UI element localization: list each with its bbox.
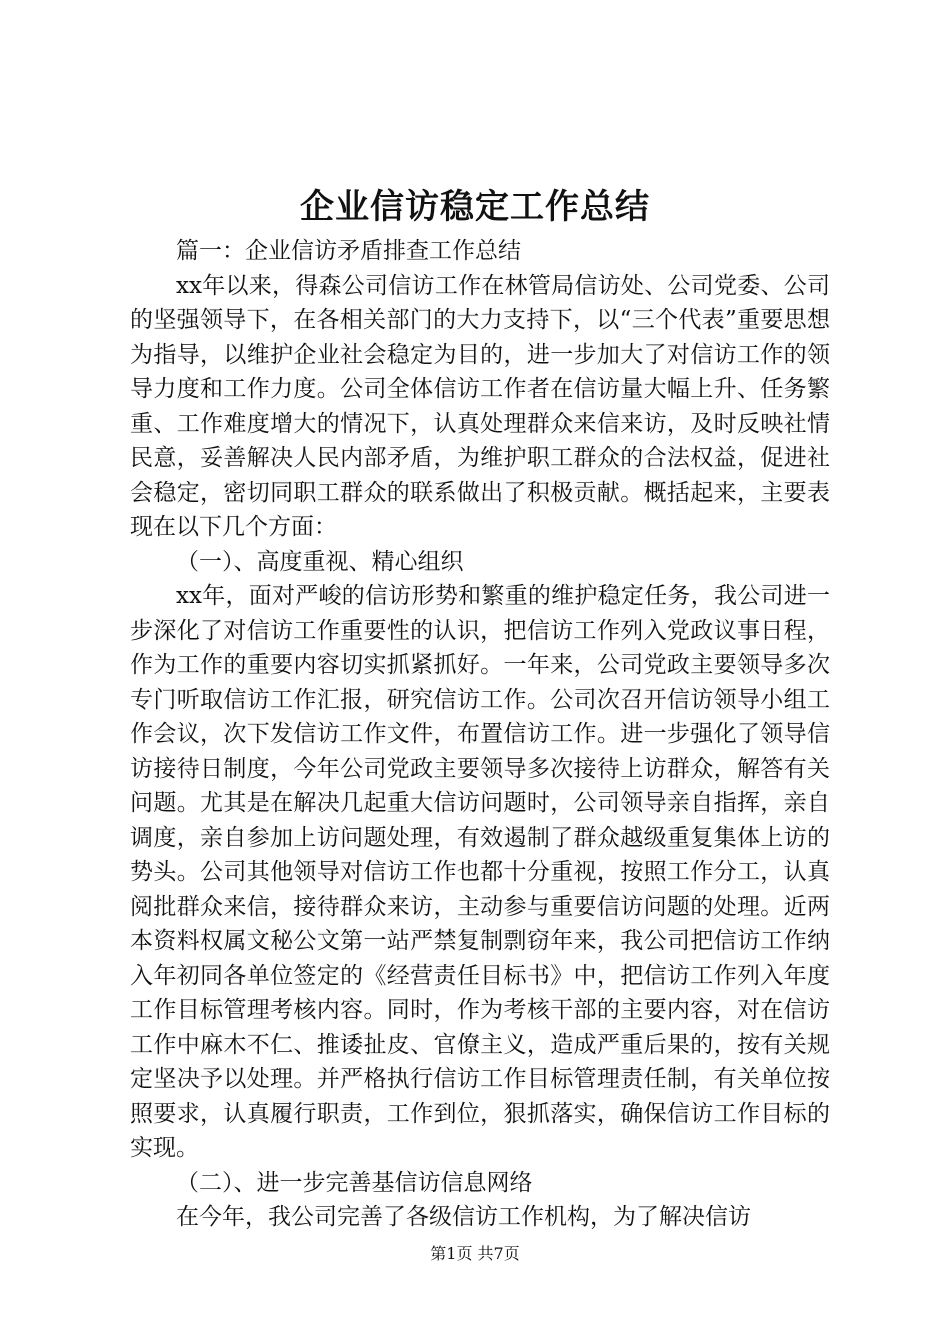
subsection-heading: （一）、高度重视、精心组织: [176, 548, 464, 575]
body-paragraph: 在今年，我公司完善了各级信访工作机构，为了解决信访: [176, 1204, 751, 1230]
document-body: [130, 234, 830, 1235]
page-number: 第1页 共7页: [430, 1244, 520, 1263]
subsection-heading: （二）、进一步完善基信访信息网络: [176, 1169, 533, 1196]
document-title: 企业信访稳定工作总结: [300, 187, 650, 227]
body-paragraph: xx年，面对严峻的信访形势和繁重的维护稳定任务，我公司进一步深化了对信访工作重要性的认识，把信访工作列入党政议事日程，作为工作的重要内容切实抓紧抓好。一年来，公司党政主要领导多次专门听取信访工作汇报，研究信访工作。公司次召开信访领导小组工作会议，次下发信访工作文件，布置信访工作。进一步强化了领导信访接待日制度，今年公司党政主要领导多次接待上访群众，解答有关问题。尤其是在解决几起重大信访问题时，公司领导亲自指挥，亲自调度，亲自参加上访问题处理，有效遏制了群众越级重复集体上访的势头。公司其他领导对信访工作也都十分重视，按照工作分工，认真阅批群众来信，接待群众来访，主动参与重要信访问题的处理。近两本资料权属文秘公文第一站严禁复制剽窃年来，我公司把信访工作纳入年初同各单位签定的《经营责任目标书》中，把信访工作列入年度工作目标管理考核内容。同时，作为考核干部的主要内容，对在信访工作中麻木不仁、推诿扯皮、官僚主义，造成严重后果的，按有关规定坚决予以处理。并严格执行信访工作目标管理责任制，有关单位按照要求，认真履行职责，工作到位，狠抓落实，确保信访工作目标的实现。: [130, 583, 830, 1161]
section-heading: 篇一：企业信访矛盾排查工作总结: [176, 238, 521, 264]
body-paragraph: xx年以来，得森公司信访工作在林管局信访处、公司党委、公司的坚强领导下，在各相关部门的大力支持下，以“三个代表”重要思想为指导，以维护企业社会稳定为目的，进一步加大了对信访工作的领导力度和工作力度。公司全体信访工作者在信访量大幅上升、任务繁重、工作难度增大的情况下，认真处理群众来信来访，及时反映社情民意，妥善解决人民内部矛盾，为维护职工群众的合法权益，促进社会稳定，密切同职工群众的联系做出了积极贡献。概括起来，主要表现在以下几个方面：: [130, 272, 830, 540]
